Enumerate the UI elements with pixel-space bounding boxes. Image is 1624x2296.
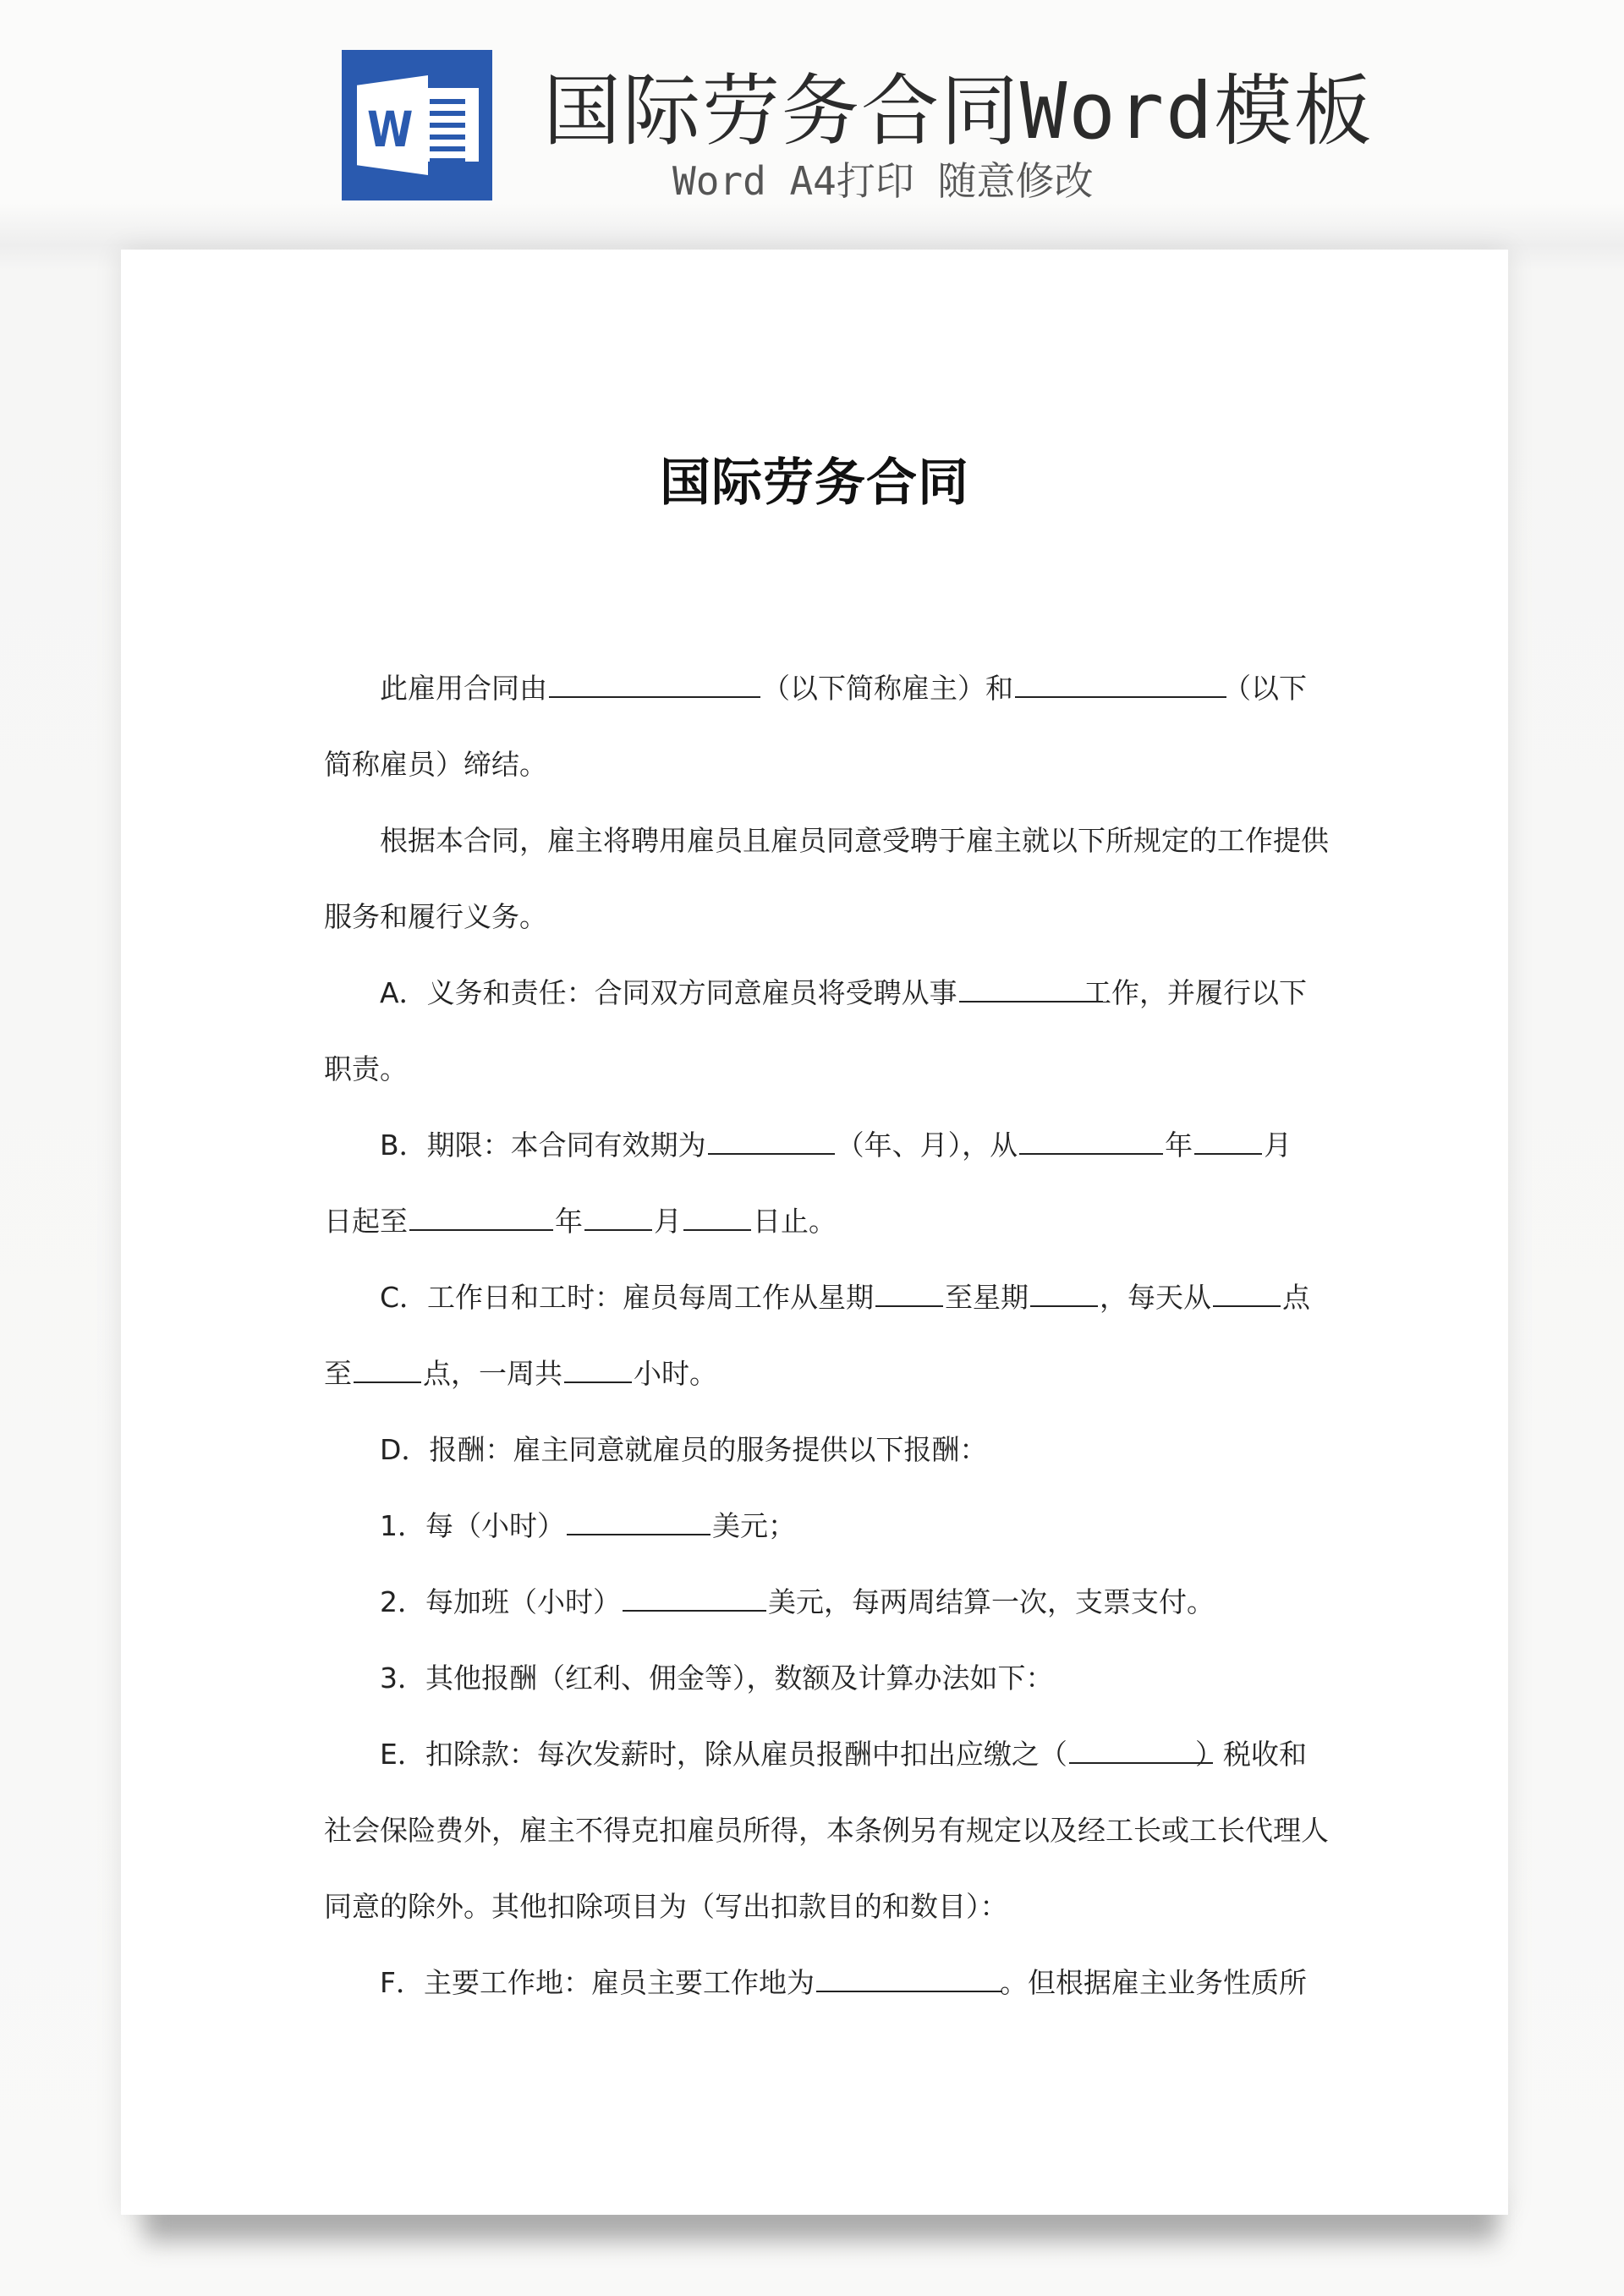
word-icon-letter: W bbox=[367, 101, 412, 158]
blank-field-weekly-hours[interactable] bbox=[564, 1358, 632, 1383]
text: 年 bbox=[555, 1205, 583, 1238]
clause-f bbox=[324, 1945, 1307, 2021]
word-icon-line bbox=[430, 123, 465, 128]
blank-field-employee[interactable] bbox=[1015, 673, 1226, 698]
clause-b bbox=[324, 1107, 1307, 1184]
clause-e bbox=[324, 1717, 1307, 1793]
text: 点 bbox=[1282, 1281, 1311, 1314]
text: 至 bbox=[324, 1357, 352, 1390]
document-page bbox=[121, 250, 1508, 2215]
paragraph-parties-cont: 简称雇员）缔结。 bbox=[324, 748, 547, 781]
text: 月 bbox=[1264, 1129, 1292, 1162]
text: 美元； bbox=[712, 1509, 796, 1542]
blank-field-hourly-rate[interactable] bbox=[567, 1510, 710, 1535]
blank-field-hour-from[interactable] bbox=[1213, 1282, 1281, 1307]
clause-b-cont bbox=[324, 1184, 1307, 1260]
text: （年、月），从 bbox=[836, 1129, 1018, 1162]
clause-c-cont bbox=[324, 1336, 1307, 1412]
clause-d: D．报酬：雇主同意就雇员的服务提供以下报酬： bbox=[380, 1433, 988, 1466]
text: 1．每（小时） bbox=[380, 1509, 565, 1542]
text: B．期限：本合同有效期为 bbox=[380, 1129, 706, 1162]
clause-d-2 bbox=[324, 1564, 1307, 1640]
text: 此雇用合同由 bbox=[380, 672, 547, 705]
text: ）税收和 bbox=[1195, 1738, 1307, 1771]
text: A．义务和责任：合同双方同意雇员将受聘从事 bbox=[380, 976, 957, 1009]
clause-e-cont: 社会保险费外，雇主不得克扣雇员所得，本条例另有规定以及经工长或工长代理人 bbox=[324, 1814, 1329, 1847]
text: 工作，并履行以下 bbox=[1084, 976, 1307, 1009]
blank-field-end-year[interactable] bbox=[409, 1206, 553, 1231]
word-icon-line bbox=[430, 111, 465, 116]
clause-d-1 bbox=[324, 1488, 1307, 1564]
text: C．工作日和工时：雇员每周工作从星期 bbox=[380, 1281, 875, 1314]
text: （以下 bbox=[1223, 672, 1307, 705]
text: 美元，每两周结算一次，支票支付。 bbox=[768, 1585, 1215, 1618]
text: E．扣除款：每次发薪时，除从雇员报酬中扣出应缴之（ bbox=[380, 1738, 1067, 1771]
blank-field-start-year[interactable] bbox=[1019, 1129, 1163, 1155]
text: 年 bbox=[1165, 1129, 1193, 1162]
document-body bbox=[324, 651, 1329, 2021]
word-icon-line bbox=[430, 158, 465, 163]
text: F．主要工作地：雇员主要工作地为 bbox=[380, 1966, 815, 1999]
blank-field-day-to[interactable] bbox=[1030, 1282, 1098, 1307]
word-icon-line bbox=[430, 135, 465, 140]
word-icon-line bbox=[430, 146, 465, 151]
blank-field-job[interactable] bbox=[959, 977, 1103, 1002]
text: 月 bbox=[654, 1205, 682, 1238]
document-title: 国际劳务合同 bbox=[660, 453, 969, 513]
banner-subtitle: Word A4打印 随意修改 bbox=[672, 158, 1094, 204]
text: 日止。 bbox=[753, 1205, 837, 1238]
text: 小时。 bbox=[634, 1357, 717, 1390]
blank-field-overtime-rate[interactable] bbox=[623, 1586, 766, 1612]
clause-d-3: 3．其他报酬（红利、佣金等），数额及计算办法如下： bbox=[380, 1662, 1054, 1695]
text: 点，一周共 bbox=[423, 1357, 562, 1390]
text: 。但根据雇主业务性质所 bbox=[1000, 1966, 1307, 1999]
word-icon-line bbox=[430, 99, 465, 104]
header-banner bbox=[0, 0, 1624, 220]
word-icon bbox=[342, 50, 492, 200]
paragraph-intro-cont: 服务和履行义务。 bbox=[324, 900, 547, 933]
blank-field-hour-to[interactable] bbox=[354, 1358, 421, 1383]
blank-field-tax[interactable] bbox=[1069, 1738, 1213, 1764]
text: 2．每加班（小时） bbox=[380, 1585, 621, 1618]
banner-title: 国际劳务合同Word模板 bbox=[543, 66, 1374, 157]
paragraph-parties bbox=[324, 651, 1307, 727]
blank-field-term[interactable] bbox=[708, 1129, 835, 1155]
clause-a bbox=[324, 955, 1307, 1031]
paragraph-intro: 根据本合同，雇主将聘用雇员且雇员同意受聘于雇主就以下所规定的工作提供 bbox=[380, 824, 1329, 857]
text: 至星期 bbox=[945, 1281, 1029, 1314]
clause-a-cont: 职责。 bbox=[324, 1052, 408, 1085]
blank-field-workplace[interactable] bbox=[816, 1967, 1002, 1992]
clause-c bbox=[324, 1260, 1311, 1336]
blank-field-day-from[interactable] bbox=[875, 1282, 943, 1307]
blank-field-start-month[interactable] bbox=[1194, 1129, 1262, 1155]
text: ，每天从 bbox=[1100, 1281, 1212, 1314]
blank-field-end-day[interactable] bbox=[683, 1206, 751, 1231]
blank-field-end-month[interactable] bbox=[584, 1206, 652, 1231]
blank-field-employer[interactable] bbox=[549, 673, 760, 698]
clause-e-cont2: 同意的除外。其他扣除项目为（写出扣款目的和数目）： bbox=[324, 1890, 1008, 1923]
text: （以下简称雇主）和 bbox=[762, 672, 1013, 705]
text: 日起至 bbox=[324, 1205, 408, 1238]
